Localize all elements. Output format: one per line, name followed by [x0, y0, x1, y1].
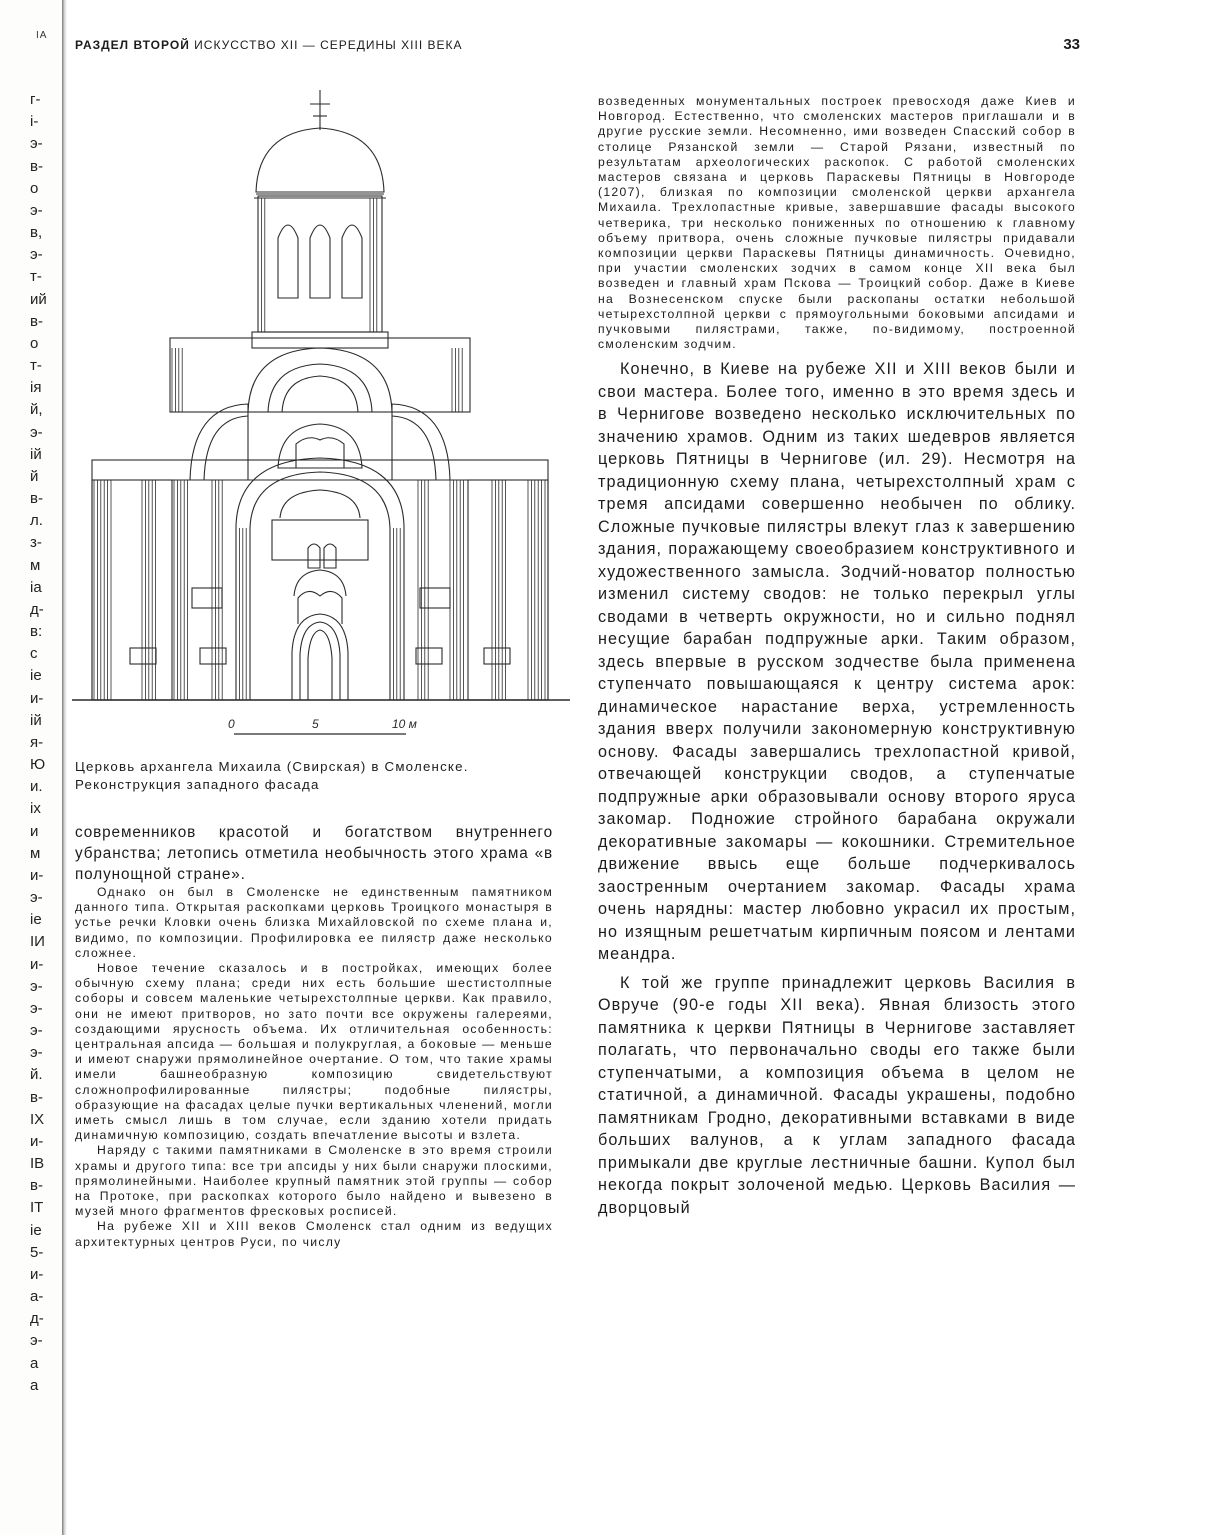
facing-page-fragment: а — [30, 1354, 39, 1372]
facing-page-fragment: в- — [30, 1177, 43, 1195]
facing-page-fragment: ІВ — [30, 1155, 45, 1173]
facing-page-fragment: іх — [30, 800, 41, 818]
facing-page-fragment: о — [30, 334, 39, 352]
scale-label: 10 м — [392, 717, 417, 731]
facing-page-fragment: в- — [30, 1088, 43, 1106]
facing-page-fragment: д- — [30, 600, 44, 618]
facing-page-fragment: с — [30, 645, 38, 663]
facing-page-fragment: ІИ — [30, 933, 45, 951]
cross-icon — [310, 90, 330, 130]
facing-page-fragment: ій — [30, 711, 42, 729]
facing-page-fragment: ІХ — [30, 1110, 45, 1128]
paragraph: Наряду с такими памятниками в Смоленске в это время строили храмы и другого типа: все три апсиды у них были снаружи плоскими, прямолинейными. Наиболее крупный памятник этой группы — собор на Протоке, при раскопках которого было найдено и вывезено в музей много фрагментов фресковых росписей. — [75, 1143, 553, 1219]
paragraph: Новое течение сказалось и в постройках, имеющих более обычную схему плана; среди них есть большие шестистолпные соборы и совсем маленькие четырехстолпные церкви. Как правило, они не имеют притворов, но зато почти все окружены галереями, создающими ярусность объема. Их отличительная особенность: центральная апсида — большая и полукруглая, а боковые — меньше и имеют снаружи прямолинейное очертание. О том, что такие храмы имели башнеобразную композицию свидетельствуют сложнопрофилированные пилястры; подобные пилястры, образующие на фасадах целые пучки вертикальных членений, могли иметь смысл лишь в том случае, если зданию хотели придать динамичную композицию, создать впечатление высоты и взлета. — [75, 961, 553, 1143]
facing-page-fragment: э- — [30, 977, 43, 995]
facing-page-fragment: в- — [30, 490, 43, 508]
facing-page-fragment: ій — [30, 445, 42, 463]
paragraph: возведенных монументальных построек превосходя даже Киев и Новгород. Естественно, что смоленских мастеров приглашали и в другие русские земли. Несомненно, ими возведен Спасский собор в столице Рязанской земли — Старой Рязани, известный по результатам археологических раскопок. С работой смоленских мастеров связана и церковь Параскевы Пятницы в Новгороде (1207), близкая по композиции смоленской церкви архангела Михаила. Трехлопастные кривые, завершавшие фасады высокого четверика, три несколько пониженных по отношению к главному объему притвора, очень сложные пучковые пилястры придавали композиции церкви Параскевы Пятницы динамичность. Очевидно, при участии смоленских зодчих в самом конце XII века был возведен и главный храм Пскова — Троицкий собор. Даже в Киеве на Вознесенском спуске были раскопаны остатки небольшой четырехстолпной церкви с прямоугольными боковыми апсидами и пучковыми пилястрами, также, по-видимому, построенной смоленским зодчим. — [598, 94, 1076, 352]
facing-page-fragment: іе — [30, 911, 42, 929]
facing-page-fragment: в, — [30, 224, 43, 242]
facing-page-fragment: э- — [30, 1044, 43, 1062]
facing-page-fragment: іе — [30, 667, 42, 685]
facing-page-fragment: й, — [30, 401, 43, 419]
right-text-column — [598, 94, 1076, 1219]
paragraph: К той же группе принадлежит церковь Василия в Овруче (90-е годы XII века). Явная близость этого памятника к церкви Пятницы в Чернигове заставляет полагать, что первоначально своды его также были ступенчатыми, а композиция объема в целом не статичной, а динамичной. Фасады украшены, подобно памятникам Гродно, декоративными вставками в виде больших валунов, а к углам западного фасада примыкали две круглые лестничные башни. Купол был некогда покрыт золоченой медью. Церковь Василия — дворцовый — [598, 973, 1076, 1217]
facing-page-fragment: я- — [30, 733, 44, 751]
facing-page-fragment: и- — [30, 1132, 44, 1150]
facing-page-fragment: э- — [30, 423, 43, 441]
facing-page-fragment: г- — [30, 91, 41, 108]
facing-page-fragment: й. — [30, 1066, 43, 1084]
paragraph: На рубеже XII и XIII веков Смоленск стал одним из ведущих архитектурных центров Руси, по числу — [75, 1219, 553, 1249]
facing-page-fragment: э- — [30, 1022, 43, 1040]
facing-page-fragment: а- — [30, 1288, 44, 1306]
pilaster-hatching — [94, 198, 545, 700]
facing-page-fragment: в- — [30, 312, 43, 330]
facing-page-fragment: а — [30, 1376, 39, 1394]
facing-page-fragment: э- — [30, 201, 43, 219]
facing-page-fragment: э- — [30, 135, 43, 153]
facing-page-fragment: э- — [30, 999, 43, 1017]
facing-page-fragment: м — [30, 556, 41, 574]
facing-page-fragment: э- — [30, 889, 43, 907]
scale-label: 5 — [312, 717, 319, 731]
facing-page-fragment: и- — [30, 866, 44, 884]
paragraph: современников красотой и богатством внутреннего убранства; летопись отметила необычность этого храма «в полунощной стране». — [75, 824, 553, 883]
facing-page-fragment: 5- — [30, 1243, 44, 1261]
facing-page-fragment: и- — [30, 689, 44, 707]
facing-page-fragment: и — [30, 822, 39, 840]
page-number: 33 — [1063, 36, 1080, 53]
facing-page-fragment: л. — [30, 512, 43, 530]
facing-page-fragment: в- — [30, 157, 43, 175]
facing-page-fragment: и- — [30, 955, 44, 973]
facing-page-fragment: т- — [30, 357, 42, 375]
church-facade-drawing — [72, 88, 572, 748]
facing-page-fragment: іе — [30, 1221, 42, 1239]
left-text-column — [75, 822, 553, 1250]
facing-page-fragment: т- — [30, 268, 42, 286]
facing-page-fragment: й — [30, 467, 39, 485]
section-label: РАЗДЕЛ ВТОРОЙ — [75, 38, 190, 52]
facing-page-fragment: и. — [30, 778, 43, 796]
facing-page-fragment: в: — [30, 623, 43, 641]
paragraph: Однако он был в Смоленске не единственным памятником данного типа. Открытая раскопками церковь Троицкого монастыря в устье речки Кловки очень близка Михайловской по схеме плана и, видимо, по композиции. Профилировка ее пилястр даже несколько сложнее. — [75, 885, 553, 960]
facing-page-fragment: з- — [30, 534, 42, 552]
facing-page-fragment: м — [30, 844, 41, 862]
facing-page-fragment: э- — [30, 1332, 43, 1350]
scale-label: 0 — [228, 717, 235, 731]
facing-page-fragment: Ю — [30, 756, 46, 774]
figure-caption: Церковь архангела Михаила (Свирская) в Смоленске. Реконструкция западного фасада — [75, 759, 469, 792]
page-fold-shadow — [62, 0, 67, 1535]
facing-page-fragment: о — [30, 179, 39, 197]
facing-page-fragment: д- — [30, 1310, 44, 1328]
facing-page-fragment: і- — [30, 113, 39, 131]
facing-page-fragment: ІТ — [30, 1199, 44, 1217]
section-title: ИСКУССТВО XII — СЕРЕДИНЫ XIII ВЕКА — [194, 38, 463, 52]
facing-page-fragment-top: IA — [36, 30, 48, 41]
facing-page-fragment: и- — [30, 1265, 44, 1283]
scale-bar — [228, 717, 417, 734]
facing-page-fragment: э- — [30, 246, 43, 264]
facing-page-fragment: ія — [30, 379, 42, 397]
facing-page-fragment: іа — [30, 578, 42, 596]
facing-page-fragment: ий — [30, 290, 47, 308]
running-header — [75, 38, 1080, 58]
paragraph: Конечно, в Киеве на рубеже XII и XIII веков были и свои мастера. Более того, именно в это время здесь и в Чернигове возведено несколько исключительных по значению храмов. Одним из таких шедевров является церковь Пятницы в Чернигове (ил. 29). Несмотря на традиционную схему плана, четырехстолпный храм с тремя апсидами совершенно необычен по облику. Сложные пучковые пилястры влекут глаз к завершению здания, поражающему своеобразием конструктивного и художественного замысла. Зодчий-новатор полностью изменил систему сводов: не только перекрыл углы сводами в четверть окружности, но и сильно поднял несущие барабан подпружные арки. Таким образом, здесь впервые в русском зодчестве была применена ступенчато повышающаяся к центру система арок: динамическое нарастание верха, устремленность здания вверх получили закономерную конструктивную основу. Фасады завершались трехлопастной кривой, отвечающей конструкции сводов, а ступенчатые подпружные арки образовывали основу второго яруса закомар. Подножие стройного барабана окружали декоративные закомары — кокошники. Стремительное движение ввысь еще больше подчеркивалось заостренным очертанием закомар. Фасады храма очень нарядны: мастер любовно украсил их простым, но изящным решетчатым кирпичным поясом и лентами меандра. — [598, 360, 1076, 964]
